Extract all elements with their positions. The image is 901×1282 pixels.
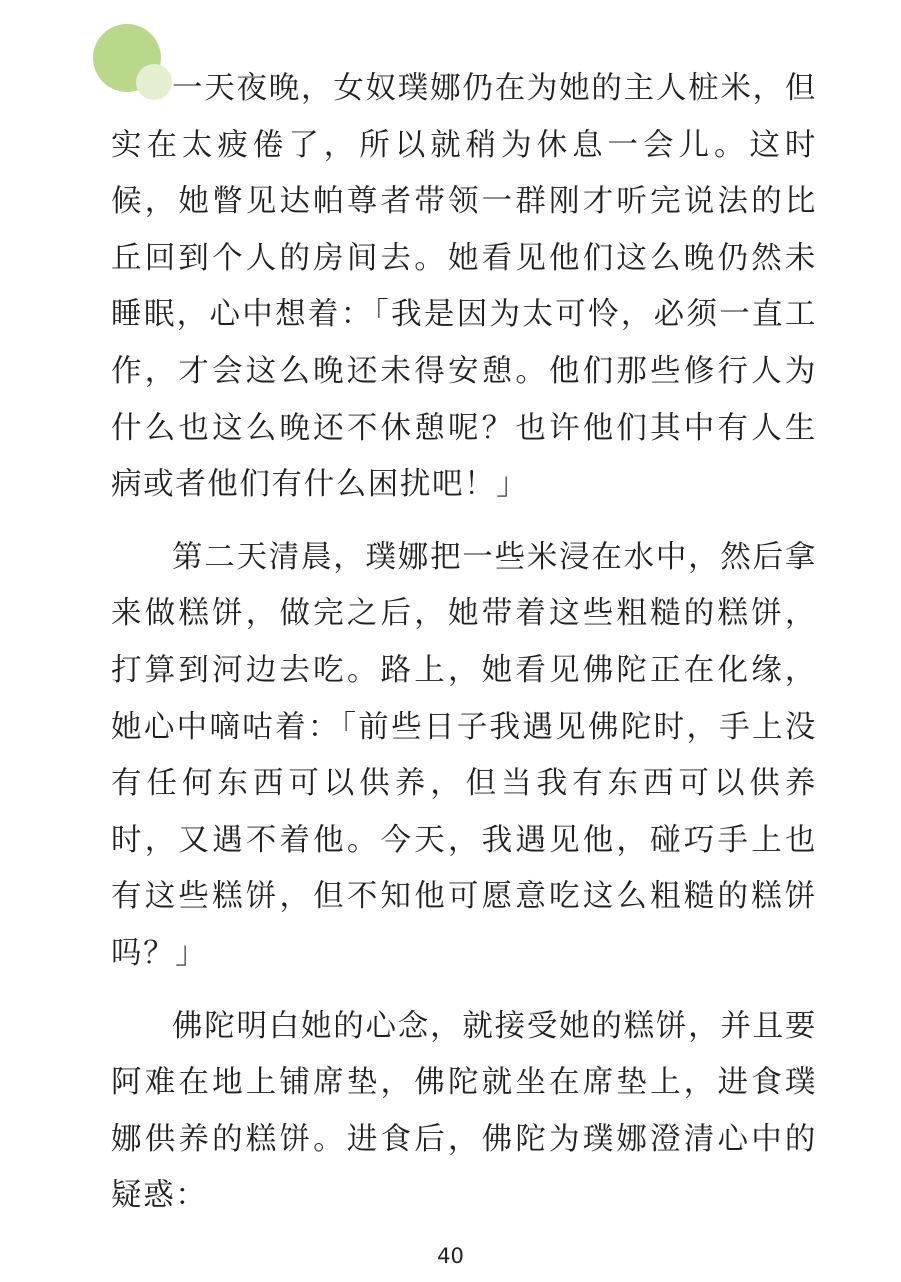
paragraph-3: 佛陀明白她的心念，就接受她的糕饼，并且要阿难在地上铺席垫，佛陀就坐在席垫上，进食璞娜供养的糕饼。进食后，佛陀为璞娜澄清心中的疑惑： xyxy=(111,1008,817,1214)
page-body xyxy=(111,61,817,1225)
paragraph-2: 第二天清晨，璞娜把一些米浸在水中，然后拿来做糕饼，做完之后，她带着这些粗糙的糕饼，打算到河边去吃。路上，她看见佛陀正在化缘，她心中嘀咕着：「前些日子我遇见佛陀时，手上没有任何东西可以供养，但当我有东西可以供养时，又遇不着他。今天，我遇见他，碰巧手上也有这些糕饼，但不知他可愿意吃这么粗糙的糕饼吗？」 xyxy=(111,539,817,971)
paragraph-1: 一天夜晚，女奴璞娜仍在为她的主人桩米，但实在太疲倦了，所以就稍为休息一会儿。这时候，她瞥见达帕尊者带领一群刚才听完说法的比丘回到个人的房间去。她看见他们这么晚仍然未睡眠，心中想着：「我是因为太可怜，必须一直工作，才会这么晚还未得安憩。他们那些修行人为什么也这么晚还不休憩呢？也许他们其中有人生病或者他们有什么困扰吧！」 xyxy=(111,71,817,503)
page-number: 40 xyxy=(437,1244,464,1268)
